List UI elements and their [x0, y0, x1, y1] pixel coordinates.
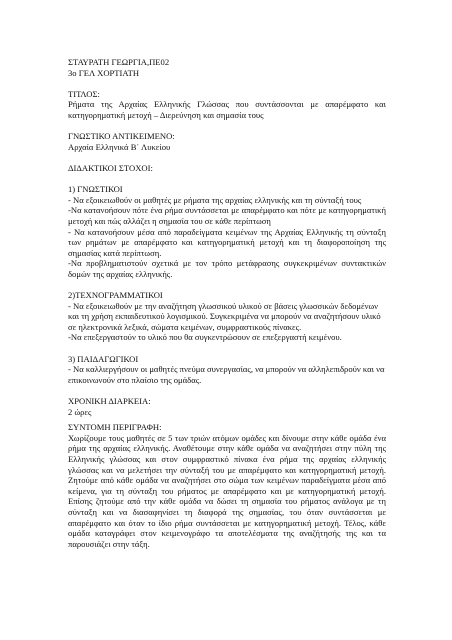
duration-text: 2 ώρες	[68, 406, 92, 417]
cognitive-heading: 1) ΓΝΩΣΤΙΚΟΙ	[68, 184, 123, 195]
tech-item: -Να επεξεργαστούν το υλικό που θα συγκεντρώσουν σε επεξεργαστή κειμένου.	[68, 332, 342, 343]
pedagogical-item: - Να καλλιεργήσουν οι μαθητές πνεύμα συνεργασίας, να μπορούν να αλληλεπιδρούν και να επικοινωνούν στο πλαίσιο της ομάδας.	[68, 364, 385, 385]
title-heading: ΤΙΤΛΟΣ:	[68, 88, 100, 99]
school-line: 3ο ΓΕΛ ΧΟΡΤΙΑΤΗ	[68, 67, 140, 78]
tech-heading: 2)ΤΕΧΝΟΓΡΑΜΜΑΤΙΚΟΙ	[68, 290, 163, 301]
title-text: Ρήματα της Αρχαίας Ελληνικής Γλώσσας που συντάσσονται με απαρέμφατο και κατηγορηματική μετοχή – Διερεύνηση και σημασία τους	[68, 99, 386, 120]
duration-heading: ΧΡΟΝΙΚΗ ΔΙΑΡΚΕΙΑ:	[68, 396, 151, 406]
cognitive-item: - Να εξοικειωθούν οι μαθητές με ρήματα της αρχαίας ελληνικής και τη σύνταξή τους	[68, 194, 362, 205]
author-line: ΣΤΑΥΡΑΤΗ ΓΕΩΡΓΙΑ,ΠΕ02	[68, 57, 170, 67]
cognitive-item: -Να προβληματιστούν σχετικά με τον τρόπο μετάφρασης συγκεκριμένων συντακτικών δομών της αρχαίας ελληνικής.	[68, 258, 386, 279]
cognitive-item: - Να κατανοήσουν μέσα από παραδείγματα κειμένων της Αρχαίας Ελληνικής τη σύνταξη των ρημάτων με απαρέμφατο και κατηγορηματική μετοχή και τη διαφοροποίηση της σημασίας κατά περίπτωση.	[68, 226, 386, 258]
subject-heading: ΓΝΩΣΤΙΚΟ ΑΝΤΙΚΕΙΜΕΝΟ:	[68, 131, 175, 142]
summary-heading: ΣΥΝΤΟΜΗ ΠΕΡΙΓΡΑΦΗ:	[68, 422, 162, 433]
document-body	[68, 57, 386, 549]
subject-text: Αρχαία Ελληνικά Β΄ Λυκείου	[68, 141, 171, 152]
cognitive-item: -Να κατανοήσουν πότε ένα ρήμα συντάσσεται με απαρέμφατο και πότε με κατηγορηματική μετοχή και πώς αλλάζει η σημασία του σε κάθε περίπτωση	[68, 205, 386, 226]
summary-text: Χωρίζουμε τους μαθητές σε 5 των τριών ατόμων ομάδες και δίνουμε στην κάθε ομάδα ένα ρήμα της αρχαίας ελληνικής. Αναθέτουμε στην κάθε ομάδα να αναζητήσει στην πύλη της Ελληνικής γλώσσας και στον συμφραστικό πίνακα ένα ρήμα της αρχαίας ελληνικής γλώσσας και να μελετήσει την σύνταξή του με απαρέμφατο και κατηγορηματική μετοχή. Ζητούμε από κάθε ομάδα να αναζητήσει στο σώμα των κειμένων παραδείγματα μέσα από κείμενα, για τη σύνταξη του ρήματος με απαρέμφατο και με κατηγορηματική μετοχή. Επίσης ζητούμε από την κάθε ομάδα να δώσει τη σημασία του ρήματος ανάλογα με τη σύνταξη και να διασαφηνίσει τη διαφορά της σημασίας, του όταν συντάσσεται με απαρέμφατο και όταν το ίδιο ρήμα συντάσσεται με κατηγορηματική μετοχή. Τέλος, κάθε ομάδα καταγράφει στον κειμενογράφο τα αποτελέσματα της αναζήτησής της και τα παρουσιάζει στην τάξη.	[68, 432, 386, 549]
goals-heading: ΔΙΔΑΚΤΙΚΟΙ ΣΤΟΧΟΙ:	[68, 162, 153, 173]
pedagogical-heading: 3) ΠΑΙΔΑΓΩΓΙΚΟΙ	[68, 353, 139, 364]
tech-item: - Να εξοικειωθούν με την αναζήτηση γλωσσικού υλικού σε βάσεις γλωσσικών δεδομένων και τη χρήση εκπαιδευτικού λογισμικού. Συγκεκριμένα να μπορούν να αναζητήσουν υλικό σε ηλεκτρονικά λεξικά, σώματα κειμένων, συμφραστικούς πίνακες.	[68, 300, 381, 332]
